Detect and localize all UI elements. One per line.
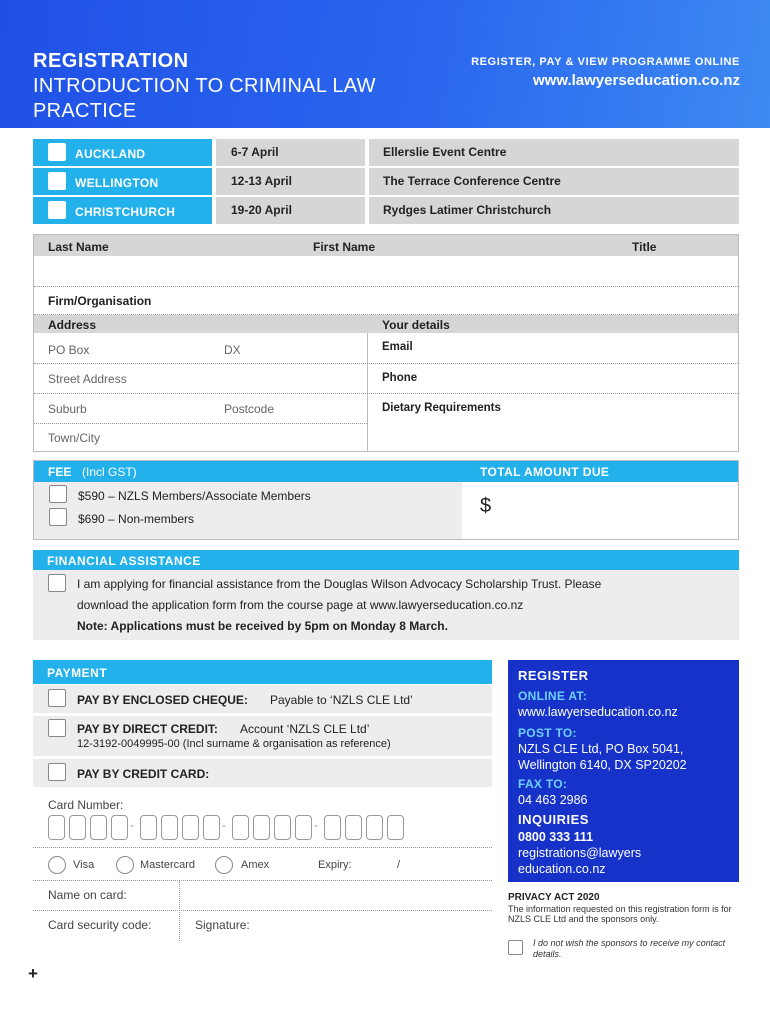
fax-to-label: FAX TO:	[518, 777, 568, 791]
sponsor-optout-checkbox[interactable]	[508, 940, 523, 955]
non-member-fee-label: $690 – Non-members	[78, 512, 195, 526]
card-digit-box[interactable]	[90, 815, 107, 840]
divider	[33, 910, 492, 911]
location-row-wellington	[33, 168, 739, 195]
crop-mark: +	[28, 964, 38, 983]
suburb-field[interactable]: Suburb	[48, 402, 87, 416]
city-label: AUCKLAND	[75, 147, 146, 161]
location-venue: Ellerslie Event Centre	[369, 139, 739, 166]
inquiries-email-line1[interactable]: registrations@lawyers	[518, 846, 642, 860]
visa-label: Visa	[73, 859, 95, 871]
credit-card-checkbox[interactable]	[48, 763, 66, 781]
member-fee-label: $590 – NZLS Members/Associate Members	[78, 489, 311, 503]
location-venue: Rydges Latimer Christchurch	[369, 197, 739, 224]
divider	[34, 423, 367, 424]
fee-heading: FEE	[48, 465, 72, 479]
amex-radio[interactable]	[215, 856, 233, 874]
location-option[interactable]	[33, 168, 212, 195]
card-group-dash: -	[222, 820, 226, 832]
card-digit-box[interactable]	[182, 815, 199, 840]
fee-options	[34, 482, 462, 539]
location-venue: The Terrace Conference Centre	[369, 168, 739, 195]
card-details	[33, 787, 492, 960]
cheque-label: PAY BY ENCLOSED CHEQUE:	[77, 693, 248, 707]
registration-title: REGISTRATION	[33, 50, 189, 72]
card-digit-box[interactable]	[161, 815, 178, 840]
card-group-dash: -	[130, 820, 134, 832]
total-due-label: TOTAL AMOUNT DUE	[480, 465, 610, 479]
direct-credit-account: 12-3192-0049995-00 (Incl surname & organisation as reference)	[77, 738, 391, 750]
location-dates: 12-13 April	[216, 168, 365, 195]
location-checkbox[interactable]	[48, 172, 66, 190]
register-website[interactable]: www.lawyerseducation.co.nz	[518, 705, 678, 719]
direct-credit-account-name: Account ‘NZLS CLE Ltd’	[240, 722, 370, 736]
visa-radio[interactable]	[48, 856, 66, 874]
location-checkbox[interactable]	[48, 143, 66, 161]
credit-card-label: PAY BY CREDIT CARD:	[77, 767, 210, 781]
city-label: CHRISTCHURCH	[75, 205, 176, 219]
divider	[34, 286, 738, 287]
payment-heading: PAYMENT	[47, 666, 108, 680]
online-at-label: ONLINE AT:	[518, 689, 587, 703]
name-input-row[interactable]	[34, 256, 738, 286]
register-panel	[508, 660, 739, 882]
post-address-line2: Wellington 6140, DX SP20202	[518, 758, 687, 772]
financial-assistance-heading: FINANCIAL ASSISTANCE	[47, 554, 201, 568]
cheque-checkbox[interactable]	[48, 689, 66, 707]
sponsor-optout-label: I do not wish the sponsors to receive my contact details.	[533, 938, 726, 959]
fax-number: 04 463 2986	[518, 793, 588, 807]
card-digit-box[interactable]	[274, 815, 291, 840]
cheque-option	[33, 685, 492, 713]
card-digit-box[interactable]	[232, 815, 249, 840]
post-to-label: POST TO:	[518, 726, 577, 740]
inquiries-heading: INQUIRIES	[518, 812, 589, 827]
card-digit-box[interactable]	[69, 815, 86, 840]
divider	[33, 880, 492, 881]
mastercard-label: Mastercard	[140, 859, 196, 871]
member-fee-checkbox[interactable]	[49, 485, 67, 503]
divider	[34, 393, 738, 394]
non-member-fee-checkbox[interactable]	[49, 508, 67, 526]
expiry-slash: /	[397, 859, 401, 871]
title-label: Title	[632, 240, 657, 254]
fee-header	[34, 461, 738, 482]
card-number-label: Card Number:	[48, 798, 124, 812]
direct-credit-option	[33, 716, 492, 756]
inquiries-phone: 0800 333 111	[518, 830, 594, 844]
expiry-label[interactable]: Expiry:	[318, 859, 352, 871]
financial-note: Note: Applications must be received by 5pm on Monday 8 March.	[77, 619, 448, 633]
address-label: Address	[48, 318, 97, 332]
website-link[interactable]: www.lawyerseducation.co.nz	[533, 72, 740, 89]
card-digit-box[interactable]	[203, 815, 220, 840]
card-digit-box[interactable]	[295, 815, 312, 840]
register-heading: REGISTER	[518, 668, 589, 683]
po-box-field[interactable]: PO Box	[48, 343, 90, 357]
card-digit-box[interactable]	[140, 815, 157, 840]
card-digit-box[interactable]	[366, 815, 383, 840]
card-digit-box[interactable]	[345, 815, 362, 840]
direct-credit-checkbox[interactable]	[48, 719, 66, 737]
postcode-field[interactable]: Postcode	[224, 402, 275, 416]
dx-field[interactable]: DX	[224, 343, 241, 357]
column-divider	[179, 881, 180, 941]
direct-credit-label: PAY BY DIRECT CREDIT:	[77, 722, 218, 736]
privacy-text: The information requested on this registration form is for NZLS CLE Ltd and the sponsors only.	[508, 904, 732, 924]
payment-section	[33, 660, 492, 960]
credit-card-option	[33, 759, 492, 787]
cheque-payee: Payable to ‘NZLS CLE Ltd’	[270, 693, 413, 707]
location-option[interactable]	[33, 197, 212, 224]
financial-text-line1: I am applying for financial assistance from the Douglas Wilson Advocacy Scholarship Trust. Please	[77, 577, 602, 591]
card-digit-box[interactable]	[324, 815, 341, 840]
mastercard-radio[interactable]	[116, 856, 134, 874]
first-name-label: First Name	[313, 240, 376, 254]
card-group-dash: -	[314, 820, 318, 832]
name-on-card-field[interactable]: Name on card:	[48, 888, 127, 902]
card-digit-box[interactable]	[253, 815, 270, 840]
location-dates: 19-20 April	[216, 197, 365, 224]
city-label: WELLINGTON	[75, 176, 159, 190]
personal-details-section	[33, 234, 739, 452]
course-title: INTRODUCTION TO CRIMINAL LAW PRACTICE	[33, 75, 376, 122]
dietary-field[interactable]: Dietary Requirements	[382, 402, 501, 414]
fee-heading-gst: (Incl GST)	[82, 465, 137, 479]
divider	[33, 847, 492, 848]
email-field[interactable]: Email	[382, 341, 413, 353]
post-address-line1: NZLS CLE Ltd, PO Box 5041,	[518, 742, 684, 756]
card-digit-box[interactable]	[387, 815, 404, 840]
street-address-field[interactable]: Street Address	[48, 372, 127, 386]
card-digit-box[interactable]	[48, 815, 65, 840]
fee-section	[33, 460, 739, 540]
amex-label: Amex	[241, 859, 270, 871]
payment-header	[33, 660, 492, 684]
location-dates: 6-7 April	[216, 139, 365, 166]
online-label: REGISTER, PAY & VIEW PROGRAMME ONLINE	[471, 56, 740, 68]
total-amount-field[interactable]: $	[480, 495, 492, 517]
card-digit-box[interactable]	[111, 815, 128, 840]
location-row-christchurch	[33, 197, 739, 224]
firm-label: Firm/Organisation	[48, 294, 152, 308]
inquiries-email-line2[interactable]: education.co.nz	[518, 862, 606, 876]
location-checkbox[interactable]	[48, 201, 66, 219]
column-divider	[367, 333, 368, 451]
last-name-label: Last Name	[48, 240, 109, 254]
financial-assistance-section	[33, 550, 739, 640]
privacy-heading: PRIVACY ACT 2020	[508, 892, 600, 903]
header-banner	[0, 0, 770, 128]
security-code-field[interactable]: Card security code:	[48, 918, 152, 932]
financial-text-line2: download the application form from the course page at www.lawyerseducation.co.nz	[77, 598, 524, 612]
signature-field[interactable]: Signature:	[195, 918, 250, 932]
divider	[34, 363, 738, 364]
location-row-auckland	[33, 139, 739, 166]
town-city-field[interactable]: Town/City	[48, 431, 101, 445]
location-option[interactable]	[33, 139, 212, 166]
financial-assistance-header	[33, 550, 739, 570]
phone-field[interactable]: Phone	[382, 372, 418, 384]
your-details-label: Your details	[382, 318, 450, 332]
financial-assistance-checkbox[interactable]	[48, 574, 66, 592]
